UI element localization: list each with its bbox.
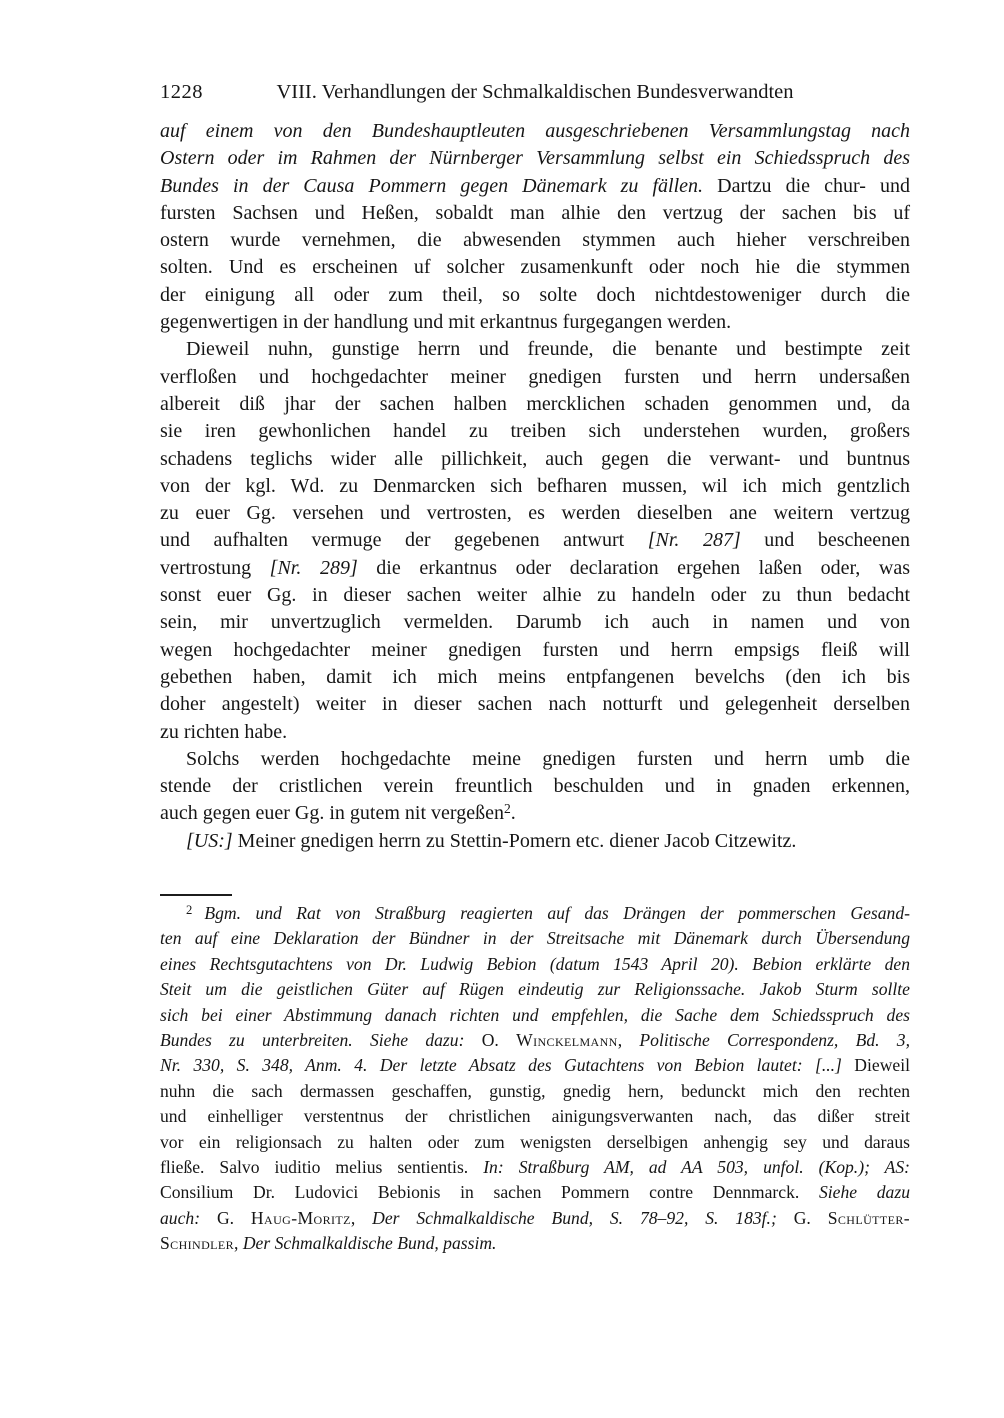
- text-segment: stende der cristlichen verein freuntlich beschulden und in gnaden erkennen,: [160, 775, 910, 798]
- text-line: [160, 527, 910, 554]
- footnote-section: [160, 894, 910, 1257]
- text-segment: schadens teglichs wider alle pillichkeit, auch gegen die verwant- und buntnus: [160, 447, 910, 470]
- text-line: [160, 952, 910, 977]
- text-segment: und einhelliger verstentnus der christlichen ainigungsverwanten nach, das dißer streit: [160, 1106, 910, 1127]
- text-segment: G.: [793, 1207, 828, 1228]
- text-line: [160, 254, 910, 281]
- text-line: [160, 637, 910, 664]
- text-line: [160, 664, 910, 691]
- text-line: [160, 364, 910, 391]
- text-segment: Dieweil nuhn, gunstige herrn und freunde, die benante und bestimpte zeit: [186, 338, 910, 361]
- text-segment: fließe. Salvo iuditio melius sentientis.: [160, 1157, 484, 1178]
- text-segment: vor ein religionsach zu halten oder zum wenigsten derselbigen anhengig sey und daraus: [160, 1131, 910, 1152]
- text-line: [160, 977, 910, 1002]
- text-line: [160, 1053, 910, 1078]
- footnote-text: [160, 901, 910, 1257]
- text-segment: und aufhalten vermuge der gegebenen antwurt: [160, 529, 648, 552]
- text-segment: fursten Sachsen und Heßen, sobaldt man alhie den vertzug der sachen bis uf: [160, 201, 910, 224]
- text-segment: Steit um die geistlichen Güter auf Rügen eindeutig zur Religionssache. Jakob Sturm sollte: [160, 979, 910, 1000]
- text-segment: vertrostung: [160, 556, 270, 579]
- text-segment: auf einem von den Bundeshauptleuten ausgeschriebenen Versammlungstag nach: [160, 120, 910, 142]
- text-segment: Bgm. und Rat von Straßburg reagierten auf das Drängen der pommerschen Gesand-: [204, 903, 910, 923]
- text-segment: [Nr. 289]: [269, 556, 358, 579]
- text-line: [160, 173, 910, 200]
- text-line: [160, 336, 910, 363]
- text-segment: sie iren gewhonlichen handel zu treiben sich understehen wurden, großers: [160, 420, 910, 443]
- text-segment: [Nr. 287]: [647, 529, 741, 552]
- text-line: [160, 800, 910, 827]
- text-segment: O.: [481, 1030, 517, 1051]
- text-line: [160, 418, 910, 445]
- text-segment: Politische Correspondenz, Bd. 3,: [639, 1030, 910, 1051]
- text-segment: Solchs werden hochgedachte meine gnedigen fursten und herrn umb die: [186, 747, 910, 770]
- text-segment: nuhn die sach dermassen geschaffen, gunstig, gnedig hern, bedunckt mich den rechten: [160, 1080, 910, 1101]
- text-segment: Nr. 330, S. 348, Anm. 4. Der letzte Absatz des Gutachtens von Bebion lautet: [...]: [160, 1055, 842, 1076]
- text-line: [160, 200, 910, 227]
- text-segment: In: Straßburg AM, ad AA 503, unfol. (Kop.); AS:: [483, 1157, 910, 1178]
- page-number: 1228: [160, 81, 203, 103]
- text-line: [160, 145, 910, 172]
- paragraph: [160, 901, 910, 1257]
- text-segment: Siehe dazu: [818, 1182, 910, 1203]
- footnote-marker: 2: [186, 902, 193, 917]
- text-line: [160, 118, 910, 145]
- text-segment: Consilium Dr. Ludovici Bebionis in sachen Pommern contre Dennmarck.: [160, 1182, 819, 1203]
- text-segment: eines Rechtsgutachtens von Dr. Ludwig Bebion (datum 1543 April 20). Bebion erklärte den: [160, 953, 910, 974]
- text-line: [160, 391, 910, 418]
- text-line: [160, 691, 910, 718]
- text-segment: solten. Und es erscheinen uf solcher zusamenkunft oder noch hie die stymmen: [160, 256, 910, 279]
- text-line: [160, 1028, 910, 1053]
- text-segment: gebethen haben, damit ich mich meins entpfangenen bevelchs (den ich bis: [160, 665, 910, 688]
- text-segment: die erkantnus oder declaration ergehen laßen oder, was: [357, 556, 910, 579]
- text-segment: wegen hochgedachter meiner gnedigen fursten und herrn empsigs fleiß will: [160, 638, 910, 661]
- text-line: [160, 309, 910, 336]
- paragraph: [160, 746, 910, 828]
- text-segment: zu richten habe.: [160, 720, 288, 743]
- text-segment: Winckelmann: [516, 1030, 618, 1051]
- text-segment: Schindler: [160, 1233, 235, 1254]
- running-title: VIII. Verhandlungen der Schmalkaldischen Bundesverwandten: [276, 81, 794, 103]
- text-segment: ,: [350, 1207, 373, 1228]
- text-segment: Ostern oder im Rahmen der Nürnberger Versammlung selbst ein Schiedsspruch des: [160, 147, 910, 170]
- text-segment: [US:]: [186, 829, 233, 852]
- letter-body-text: [160, 118, 910, 855]
- text-segment: Bundes in der Causa Pommern gegen Dänemark zu fällen.: [160, 174, 704, 197]
- text-segment: ,: [234, 1233, 243, 1254]
- text-line: [160, 1206, 910, 1231]
- text-segment: Meiner gnedigen herrn zu Stettin-Pomern etc. diener Jacob Citzewitz.: [232, 829, 797, 852]
- text-segment: ,: [617, 1030, 640, 1051]
- text-segment: Schlütter-: [827, 1207, 910, 1228]
- text-line: [160, 1130, 910, 1155]
- text-line: [160, 1003, 910, 1028]
- paragraph: [160, 336, 910, 745]
- text-segment: Dieweil: [841, 1055, 911, 1076]
- text-segment: sein, mir unvertzuglich vermelden. Darumb ich auch in namen und von: [160, 611, 910, 634]
- text-segment: ten auf eine Deklaration der Bündner in der Streitsache mit Dänemark durch Übersendung: [160, 928, 910, 949]
- text-line: [160, 555, 910, 582]
- text-segment: von der kgl. Wd. zu Denmarcken sich befharen mussen, wil ich mich gentzlich: [160, 474, 910, 497]
- text-line: [160, 282, 910, 309]
- text-segment: sonst euer Gg. in dieser sachen weiter alhie zu handeln oder zu thun bedacht: [160, 584, 910, 607]
- text-segment: G.: [216, 1207, 251, 1228]
- text-segment: verfloßen und hochgedachter meiner gnedigen fursten und herrn undersaßen: [160, 365, 910, 388]
- text-line: [160, 500, 910, 527]
- text-segment: und bescheenen: [740, 529, 910, 552]
- text-segment: albereit diß jhar der sachen halben mercklichen schaden genommen und, da: [160, 392, 910, 415]
- text-segment: Der Schmalkaldische Bund, S. 78–92, S. 183f.;: [372, 1207, 794, 1228]
- text-segment: .: [510, 802, 516, 825]
- text-segment: gegenwertigen in der handlung und mit erkantnus furgegangen werden.: [160, 311, 732, 334]
- text-line: [160, 473, 910, 500]
- text-line: [160, 1079, 910, 1104]
- text-line: [160, 746, 910, 773]
- text-line: [160, 901, 910, 926]
- text-segment: sich bei einer Abstimmung danach richten und empfehlen, die Sache dem Schiedsspruch des: [160, 1004, 910, 1025]
- text-segment: auch:: [160, 1207, 217, 1228]
- text-line: [160, 1231, 910, 1256]
- text-line: [160, 1180, 910, 1205]
- text-segment: zu euer Gg. versehen und vertrosten, es werden dieselben ane weitern vertzug: [160, 502, 910, 525]
- text-line: [160, 1104, 910, 1129]
- text-line: [160, 446, 910, 473]
- text-line: [160, 926, 910, 951]
- text-line: [160, 609, 910, 636]
- text-line: [160, 582, 910, 609]
- text-segment: der einigung all oder zum theil, so solte doch nichtdestoweniger durch die: [160, 283, 910, 306]
- text-segment: Haug-Moritz: [250, 1207, 351, 1228]
- paragraph: [160, 828, 910, 855]
- text-segment: Der Schmalkaldische Bund, passim.: [242, 1233, 497, 1254]
- footnote-separator-rule: [160, 894, 232, 896]
- text-line: [160, 773, 910, 800]
- text-segment: auch gegen euer Gg. in gutem nit vergeßen: [160, 802, 504, 825]
- text-line: [160, 227, 910, 254]
- text-segment: ostern wurde vernehmen, die abwesenden stymmen auch hieher verschreiben: [160, 229, 910, 252]
- text-segment: doher angestelt) weiter in dieser sachen nach notturft und gelegenheit derselben: [160, 693, 910, 716]
- footnote-reference: 2: [503, 801, 511, 817]
- text-line: [160, 828, 910, 855]
- text-segment: Dartzu die chur- und: [703, 174, 910, 197]
- text-segment: Bundes zu unterbreiten. Siehe dazu:: [160, 1030, 482, 1051]
- paragraph: [160, 118, 910, 336]
- text-line: [160, 719, 910, 746]
- text-line: [160, 1155, 910, 1180]
- page-header: [160, 80, 910, 104]
